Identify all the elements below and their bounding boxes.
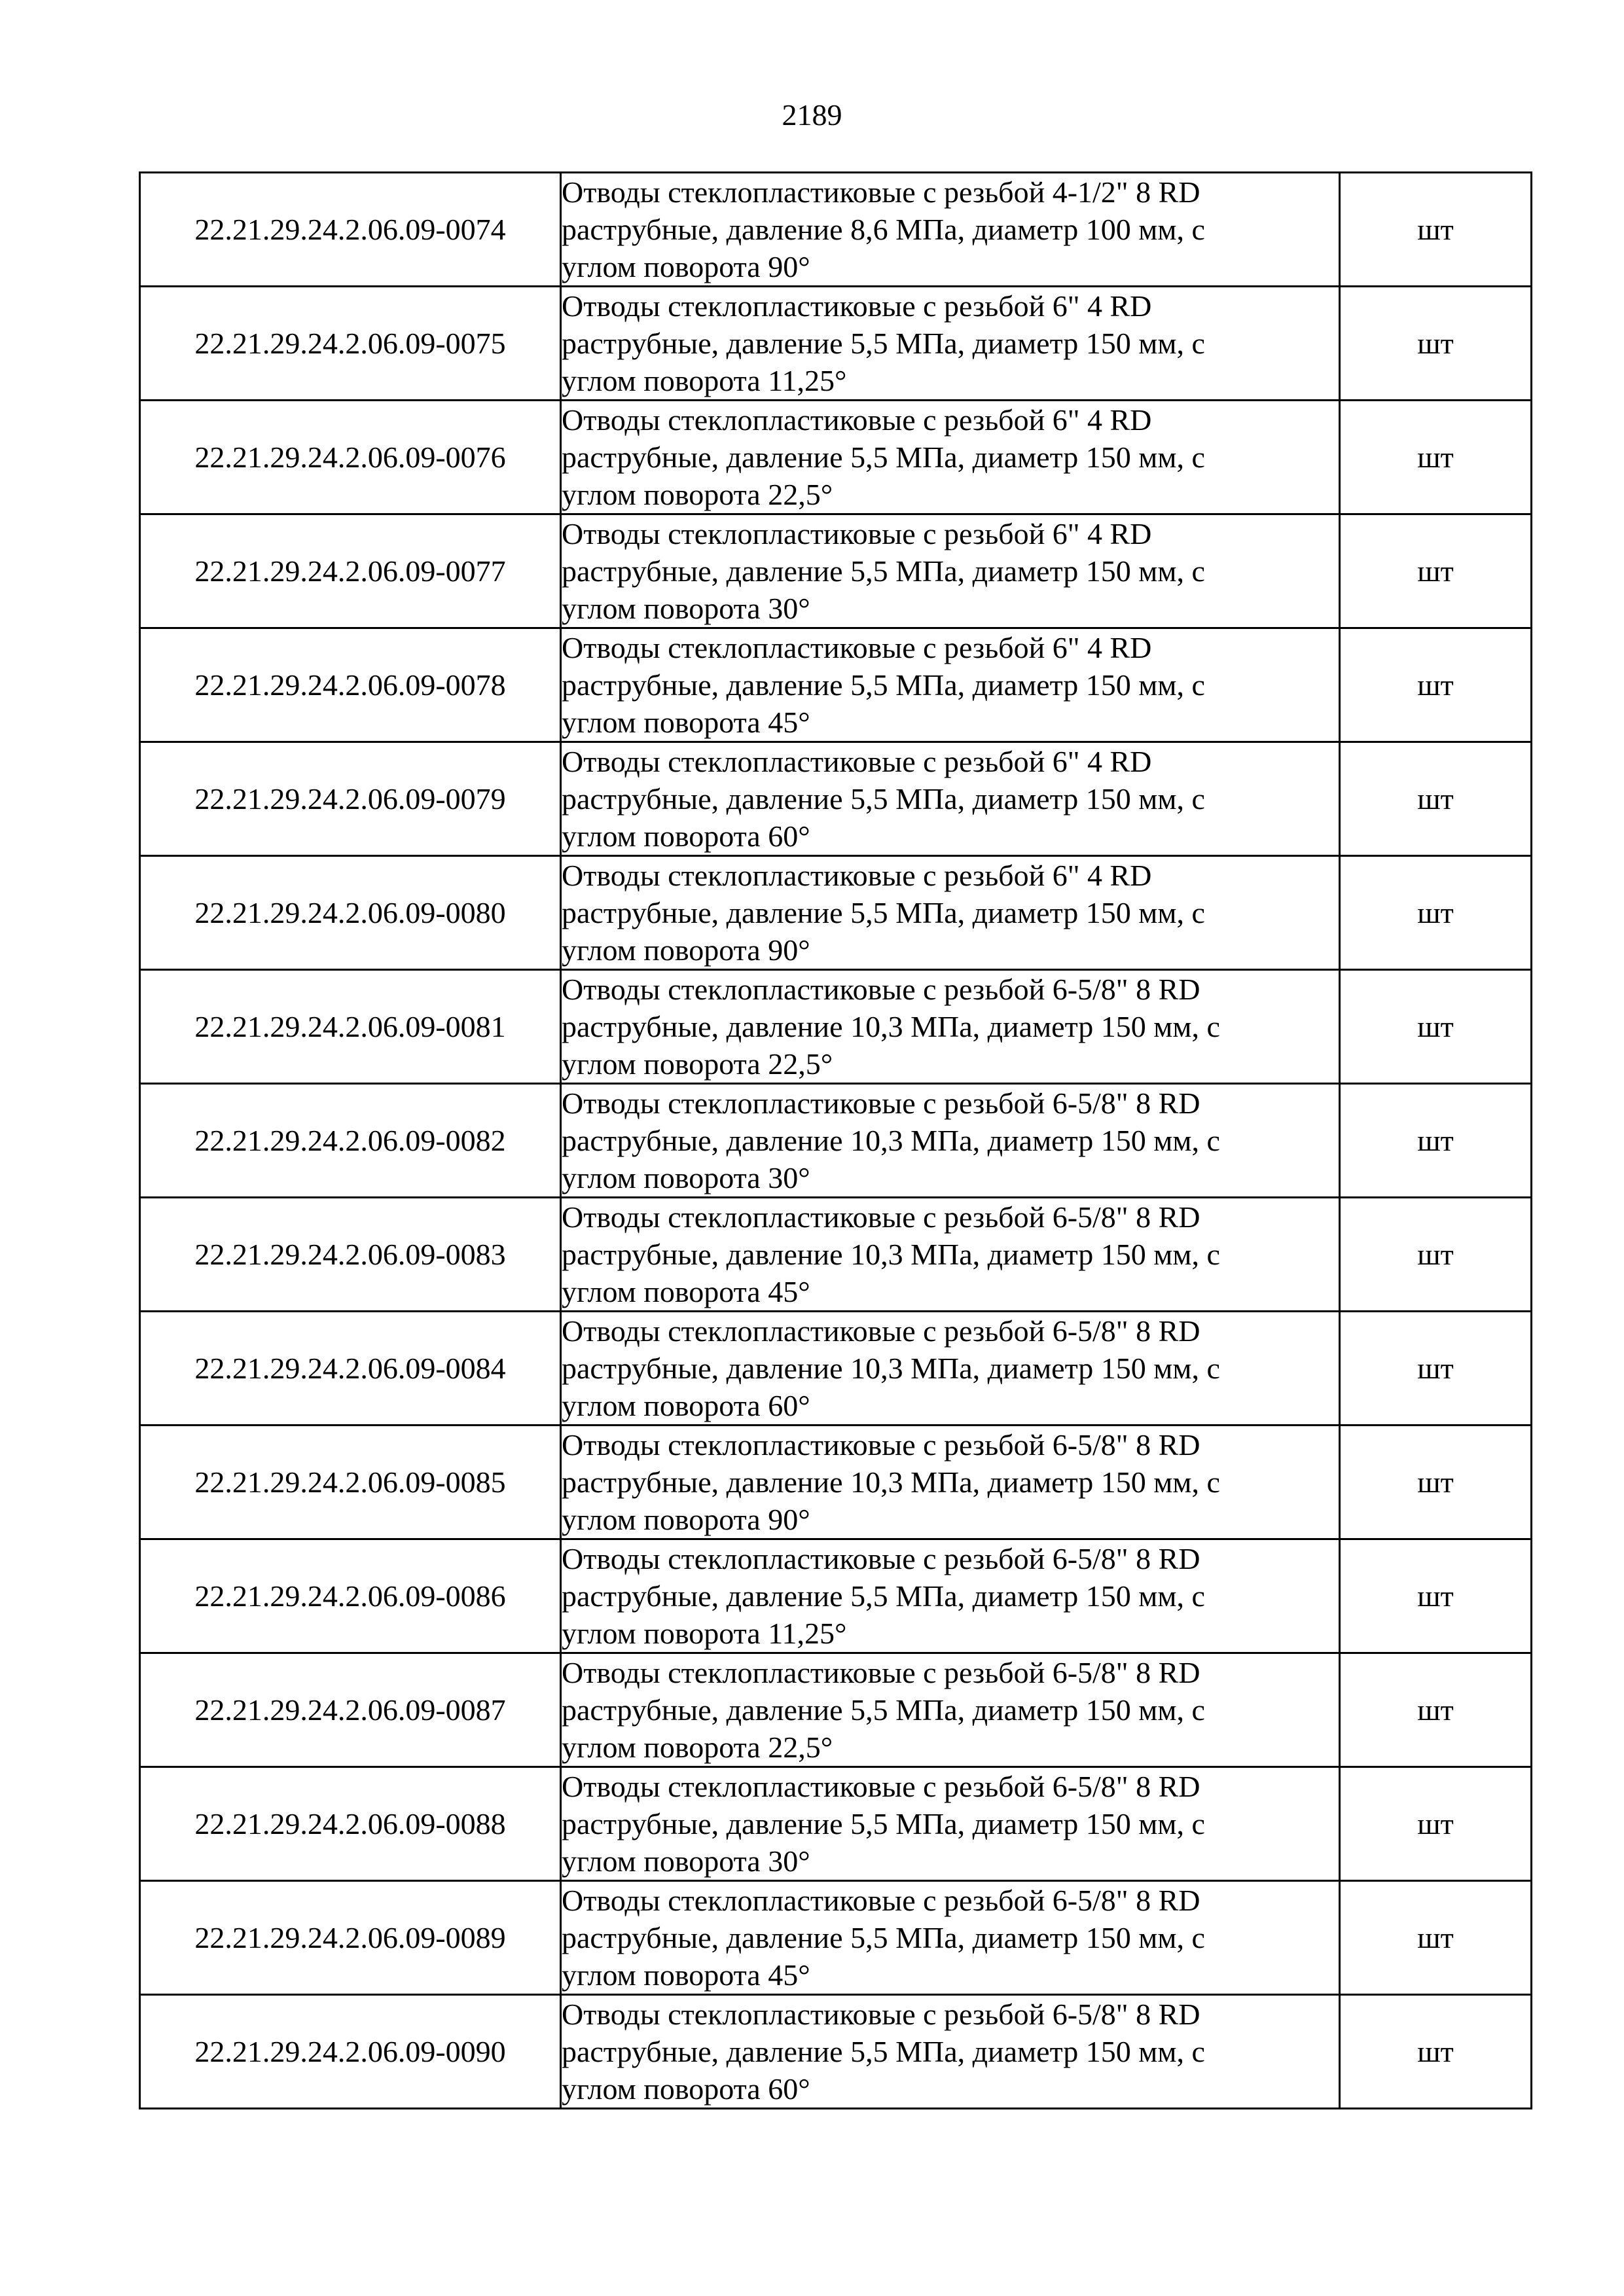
resource-description-cell — [561, 1653, 1340, 1767]
resource-description-cell — [561, 1084, 1340, 1198]
resource-table — [139, 171, 1532, 2109]
table-row — [140, 514, 1532, 628]
description-line: углом поворота 30° — [562, 1844, 810, 1878]
table-row — [140, 628, 1532, 742]
description-line: Отводы стеклопластиковые с резьбой 6" 4 RD — [562, 745, 1152, 778]
unit-cell: шт — [1340, 514, 1532, 628]
table-row — [140, 1426, 1532, 1539]
table-row — [140, 1312, 1532, 1426]
table-row — [140, 1539, 1532, 1653]
description-line: углом поворота 22,5° — [562, 1731, 833, 1764]
description-line: раструбные, давление 10,3 МПа, диаметр 150 мм, с — [562, 1352, 1220, 1385]
description-line: углом поворота 60° — [562, 1389, 810, 1422]
resource-code-cell: 22.21.29.24.2.06.09-0088 — [140, 1767, 561, 1881]
description-line: углом поворота 90° — [562, 933, 810, 967]
unit-cell: шт — [1340, 1995, 1532, 2109]
resource-code-cell: 22.21.29.24.2.06.09-0076 — [140, 401, 561, 514]
description-line: углом поворота 22,5° — [562, 1047, 833, 1081]
description-line: Отводы стеклопластиковые с резьбой 4-1/2" 8 RD — [562, 175, 1200, 209]
table-row — [140, 1767, 1532, 1881]
table-row — [140, 856, 1532, 970]
description-line: раструбные, давление 5,5 МПа, диаметр 150 мм, с — [562, 554, 1205, 588]
description-line: Отводы стеклопластиковые с резьбой 6-5/8" 8 RD — [562, 1656, 1200, 1689]
resource-description-cell — [561, 628, 1340, 742]
description-line: раструбные, давление 5,5 МПа, диаметр 150 мм, с — [562, 1807, 1205, 1840]
description-line: Отводы стеклопластиковые с резьбой 6-5/8" 8 RD — [562, 1770, 1200, 1803]
description-line: Отводы стеклопластиковые с резьбой 6-5/8" 8 RD — [562, 1884, 1200, 1917]
description-line: раструбные, давление 10,3 МПа, диаметр 150 мм, с — [562, 1124, 1220, 1157]
unit-cell: шт — [1340, 173, 1532, 287]
description-line: раструбные, давление 5,5 МПа, диаметр 150 мм, с — [562, 668, 1205, 702]
resource-description-cell — [561, 1539, 1340, 1653]
description-line: Отводы стеклопластиковые с резьбой 6" 4 RD — [562, 517, 1152, 550]
resource-code-cell: 22.21.29.24.2.06.09-0074 — [140, 173, 561, 287]
unit-cell: шт — [1340, 1539, 1532, 1653]
table-row — [140, 401, 1532, 514]
resource-code-cell: 22.21.29.24.2.06.09-0087 — [140, 1653, 561, 1767]
description-line: раструбные, давление 8,6 МПа, диаметр 100 мм, с — [562, 213, 1205, 246]
resource-code-cell: 22.21.29.24.2.06.09-0083 — [140, 1198, 561, 1312]
unit-cell: шт — [1340, 1881, 1532, 1995]
resource-code-cell: 22.21.29.24.2.06.09-0077 — [140, 514, 561, 628]
unit-cell: шт — [1340, 401, 1532, 514]
description-line: углом поворота 60° — [562, 819, 810, 853]
resource-description-cell — [561, 742, 1340, 856]
resource-description-cell — [561, 173, 1340, 287]
table-row — [140, 1084, 1532, 1198]
description-line: раструбные, давление 5,5 МПа, диаметр 150 мм, с — [562, 896, 1205, 929]
resource-code-cell: 22.21.29.24.2.06.09-0084 — [140, 1312, 561, 1426]
description-line: Отводы стеклопластиковые с резьбой 6-5/8" 8 RD — [562, 1314, 1200, 1348]
unit-cell: шт — [1340, 856, 1532, 970]
resource-code-cell: 22.21.29.24.2.06.09-0090 — [140, 1995, 561, 2109]
unit-cell: шт — [1340, 1084, 1532, 1198]
resource-description-cell — [561, 856, 1340, 970]
description-line: Отводы стеклопластиковые с резьбой 6-5/8" 8 RD — [562, 973, 1200, 1006]
description-line: раструбные, давление 5,5 МПа, диаметр 150 мм, с — [562, 327, 1205, 360]
table-row — [140, 1198, 1532, 1312]
description-line: углом поворота 60° — [562, 2072, 810, 2106]
table-row — [140, 742, 1532, 856]
description-line: Отводы стеклопластиковые с резьбой 6" 4 RD — [562, 403, 1152, 437]
description-line: раструбные, давление 10,3 МПа, диаметр 150 мм, с — [562, 1238, 1220, 1271]
description-line: углом поворота 30° — [562, 1161, 810, 1194]
description-line: раструбные, давление 10,3 МПа, диаметр 150 мм, с — [562, 1465, 1220, 1499]
table-row — [140, 173, 1532, 287]
resource-description-cell — [561, 1995, 1340, 2109]
description-line: Отводы стеклопластиковые с резьбой 6-5/8" 8 RD — [562, 1998, 1200, 2031]
description-line: углом поворота 11,25° — [562, 1617, 847, 1650]
unit-cell: шт — [1340, 742, 1532, 856]
description-line: углом поворота 45° — [562, 1958, 810, 1992]
description-line: углом поворота 90° — [562, 250, 810, 283]
resource-description-cell — [561, 287, 1340, 401]
description-line: углом поворота 90° — [562, 1503, 810, 1536]
resource-code-cell: 22.21.29.24.2.06.09-0078 — [140, 628, 561, 742]
description-line: раструбные, давление 5,5 МПа, диаметр 150 мм, с — [562, 2035, 1205, 2068]
description-line: углом поворота 11,25° — [562, 364, 847, 397]
resource-code-cell: 22.21.29.24.2.06.09-0086 — [140, 1539, 561, 1653]
resource-description-cell — [561, 1426, 1340, 1539]
table-row — [140, 970, 1532, 1084]
resource-description-cell — [561, 1312, 1340, 1426]
description-line: раструбные, давление 5,5 МПа, диаметр 150 мм, с — [562, 440, 1205, 474]
page-number: 2189 — [782, 98, 842, 132]
description-line: раструбные, давление 5,5 МПа, диаметр 150 мм, с — [562, 782, 1205, 816]
resource-description-cell — [561, 1881, 1340, 1995]
table-row — [140, 1653, 1532, 1767]
description-line: Отводы стеклопластиковые с резьбой 6" 4 RD — [562, 289, 1152, 323]
unit-cell: шт — [1340, 1653, 1532, 1767]
resource-code-cell: 22.21.29.24.2.06.09-0089 — [140, 1881, 561, 1995]
unit-cell: шт — [1340, 1767, 1532, 1881]
description-line: Отводы стеклопластиковые с резьбой 6-5/8" 8 RD — [562, 1200, 1200, 1234]
description-line: Отводы стеклопластиковые с резьбой 6-5/8" 8 RD — [562, 1428, 1200, 1462]
description-line: раструбные, давление 5,5 МПа, диаметр 150 мм, с — [562, 1579, 1205, 1613]
unit-cell: шт — [1340, 628, 1532, 742]
resource-code-cell: 22.21.29.24.2.06.09-0079 — [140, 742, 561, 856]
resource-description-cell — [561, 1767, 1340, 1881]
resource-code-cell: 22.21.29.24.2.06.09-0081 — [140, 970, 561, 1084]
description-line: раструбные, давление 10,3 МПа, диаметр 150 мм, с — [562, 1010, 1220, 1043]
description-line: Отводы стеклопластиковые с резьбой 6-5/8" 8 RD — [562, 1542, 1200, 1575]
table-row — [140, 1881, 1532, 1995]
description-line: углом поворота 30° — [562, 592, 810, 625]
description-line: углом поворота 22,5° — [562, 478, 833, 511]
resource-description-cell — [561, 514, 1340, 628]
unit-cell: шт — [1340, 970, 1532, 1084]
description-line: Отводы стеклопластиковые с резьбой 6-5/8" 8 RD — [562, 1086, 1200, 1120]
resource-code-cell: 22.21.29.24.2.06.09-0080 — [140, 856, 561, 970]
table-row — [140, 287, 1532, 401]
unit-cell: шт — [1340, 1312, 1532, 1426]
unit-cell: шт — [1340, 1198, 1532, 1312]
resource-description-cell — [561, 401, 1340, 514]
resource-code-cell: 22.21.29.24.2.06.09-0075 — [140, 287, 561, 401]
unit-cell: шт — [1340, 1426, 1532, 1539]
resource-code-cell: 22.21.29.24.2.06.09-0085 — [140, 1426, 561, 1539]
unit-cell: шт — [1340, 287, 1532, 401]
table-row — [140, 1995, 1532, 2109]
description-line: раструбные, давление 5,5 МПа, диаметр 150 мм, с — [562, 1921, 1205, 1954]
description-line: Отводы стеклопластиковые с резьбой 6" 4 RD — [562, 859, 1152, 892]
resource-code-cell: 22.21.29.24.2.06.09-0082 — [140, 1084, 561, 1198]
resource-description-cell — [561, 970, 1340, 1084]
description-line: углом поворота 45° — [562, 706, 810, 739]
table-body — [140, 173, 1532, 2109]
description-line: углом поворота 45° — [562, 1275, 810, 1308]
resource-description-cell — [561, 1198, 1340, 1312]
description-line: раструбные, давление 5,5 МПа, диаметр 150 мм, с — [562, 1693, 1205, 1727]
description-line: Отводы стеклопластиковые с резьбой 6" 4 RD — [562, 631, 1152, 664]
